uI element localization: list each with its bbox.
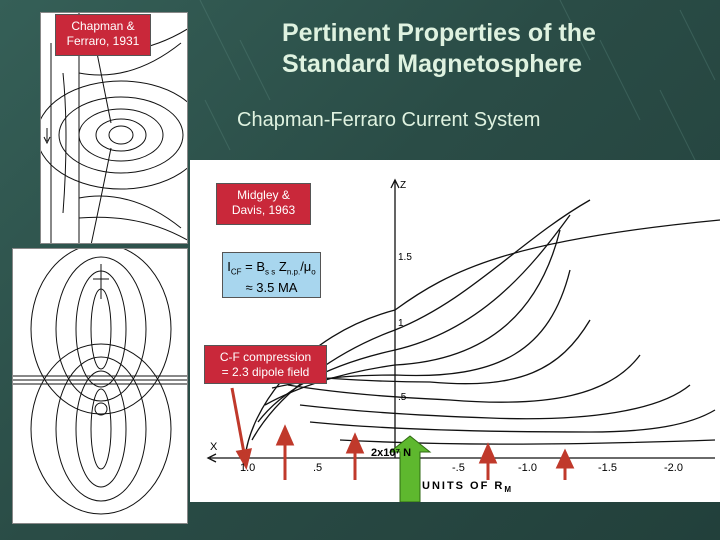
x-tick-label: 1.0 [240, 462, 256, 474]
x-tick-label: -2.0 [664, 462, 683, 474]
x-axis-title-text: UNITS OF R [422, 480, 505, 492]
y-tick-label: .5 [398, 392, 407, 403]
slide-subtitle: Chapman-Ferraro Current System [237, 109, 541, 131]
z-axis-label: Z [400, 180, 407, 191]
compression-line: C-F compression [219, 350, 312, 364]
force-label: 2x10⁷ N [371, 447, 412, 459]
eq-sub: s s [265, 267, 276, 277]
x-axis-title-sub: M [504, 485, 514, 495]
x-tick-label: -1.5 [598, 462, 617, 474]
slide-title [282, 18, 702, 80]
dipole-field-figure [12, 248, 188, 524]
current-value: ≈ 3.5 MA [245, 279, 298, 295]
x-tick-label: .5 [313, 462, 323, 474]
eq-symbol: = B [241, 259, 266, 274]
eq-symbol: Z [275, 259, 287, 274]
x-axis-label: X [210, 441, 218, 453]
y-tick-label: 1 [398, 318, 404, 329]
eq-sub: o [311, 267, 316, 277]
compression-box [204, 345, 327, 384]
x-tick-label: -1.0 [518, 462, 537, 474]
y-tick-label: 1.5 [398, 252, 412, 263]
citation-midgley-davis [216, 183, 311, 225]
citation-chapman-ferraro [55, 14, 151, 56]
current-equation [223, 259, 320, 280]
slide-title-line1: Pertinent Properties of the [282, 19, 596, 47]
citation-line: Ferraro, 1931 [66, 34, 140, 48]
field-lines-diagram-bottom [13, 249, 188, 524]
eq-symbol: /μ [300, 259, 312, 274]
citation-line: Midgley & [237, 188, 290, 202]
x-axis-title [422, 480, 513, 494]
eq-sub: CF [230, 267, 242, 277]
citation-line: Chapman & [71, 19, 135, 33]
x-tick-label: -.5 [452, 462, 465, 474]
eq-symbol: I [227, 259, 231, 274]
compression-line: = 2.3 dipole field [221, 365, 310, 379]
citation-line: Davis, 1963 [231, 203, 296, 217]
current-equation-box [222, 252, 321, 298]
eq-sub: n.p. [286, 267, 301, 277]
slide-title-line2: Standard Magnetosphere [282, 50, 583, 78]
